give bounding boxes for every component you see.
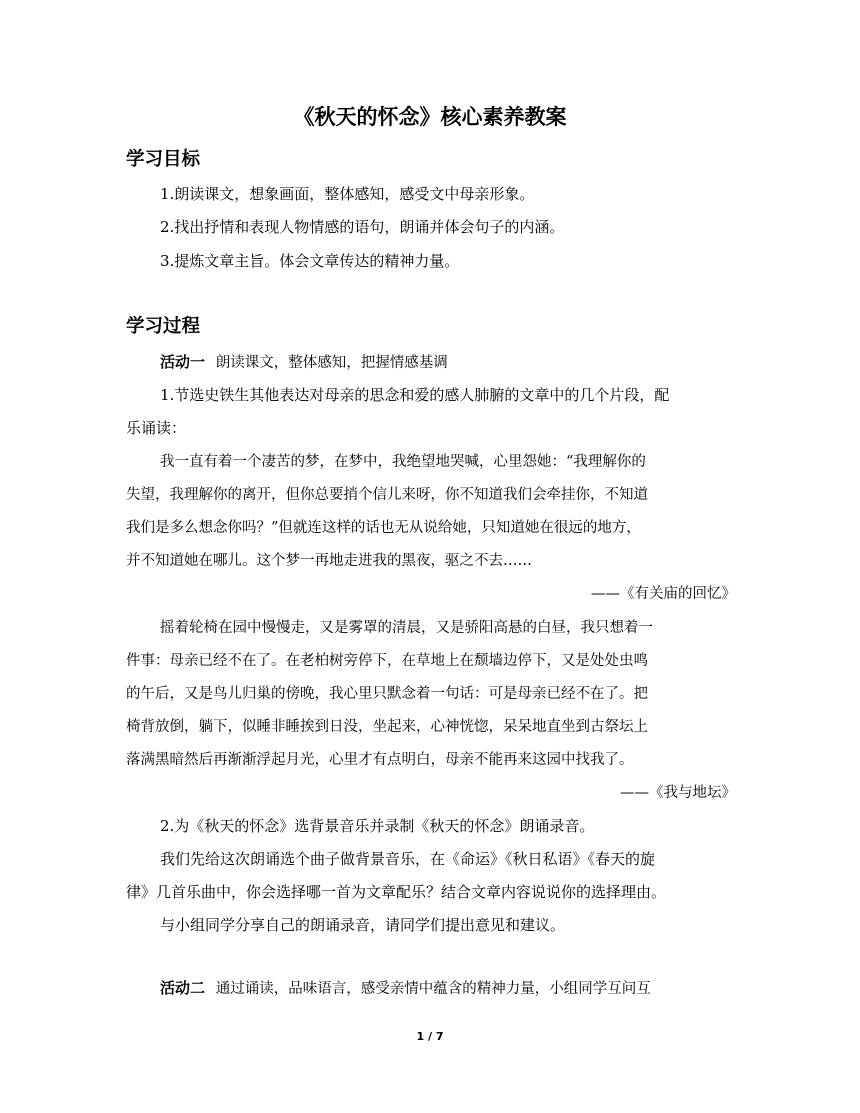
paragraph-3-line-2: 律》几首乐曲中，你会选择哪一首为文章配乐？结合文章内容说说你的选择理由。 xyxy=(126,883,667,901)
document-title: 《秋天的怀念》核心素养教案 xyxy=(293,105,567,129)
quote-2-line-1: 摇着轮椅在园中慢慢走，又是雾罩的清晨，又是骄阳高悬的白昼，我只想着一 xyxy=(160,620,653,636)
paragraph-3-line-1: 我们先给这次朗诵选个曲子做背景音乐，在《命运》《秋日私语》《春天的旋 xyxy=(160,850,656,868)
paragraph-4: 与小组同学分享自己的朗诵录音，请同学们提出意见和建议。 xyxy=(160,916,566,934)
quote-1-source: ——《有关庙的回忆》 xyxy=(591,586,736,602)
paragraph-1-line-2: 乐诵读： xyxy=(126,419,187,437)
quote-2-line-4: 椅背放倒，躺下，似睡非睡挨到日没，坐起来，心神恍惚，呆呆地直坐到古祭坛上 xyxy=(126,719,648,735)
section-heading-goals: 学习目标 xyxy=(126,149,201,170)
activity-2 xyxy=(160,977,736,1000)
goal-item-2: 2.找出抒情和表现人物情感的语句，朗诵并体会句子的内涵。 xyxy=(160,218,565,236)
activity-1-label: 活动一 xyxy=(160,353,206,371)
quote-1-line-1: 我一直有着一个凄苦的梦，在梦中，我绝望地哭喊，心里怨她：“我理解你的 xyxy=(160,454,646,470)
quote-1-line-2: 失望，我理解你的离开，但你总要捎个信儿来呀，你不知道我们会牵挂你，不知道 xyxy=(126,487,648,503)
activity-1-text: 朗读课文，整体感知，把握情感基调 xyxy=(215,355,448,371)
page-number: 1 / 7 xyxy=(416,1030,444,1043)
activity-1 xyxy=(160,351,736,374)
goal-item-3: 3.提炼文章主旨。体会文章传达的精神力量。 xyxy=(160,252,460,270)
section-heading-process: 学习过程 xyxy=(126,316,201,337)
goal-item-1: 1.朗读课文，想象画面，整体感知，感受文中母亲形象。 xyxy=(160,185,535,203)
quote-2-line-2: 件事：母亲已经不在了。在老柏树旁停下，在草地上在颓墙边停下，又是处处虫鸣 xyxy=(126,653,648,669)
quote-1-line-4: 并不知道她在哪儿。这个梦一再地走进我的黑夜，驱之不去…… xyxy=(126,553,532,569)
quote-2-line-5: 落满黑暗然后再渐渐浮起月光，心里才有点明白，母亲不能再来这园中找我了。 xyxy=(126,752,634,768)
quote-1-line-3: 我们是多么想念你吗？”但就连这样的话也无从说给她，只知道她在很远的地方， xyxy=(126,520,641,536)
activity-2-text: 通过诵读，品味语言，感受亲情中蕴含的精神力量，小组同学互问互 xyxy=(215,981,651,997)
paragraph-2: 2.为《秋天的怀念》选背景音乐并录制《秋天的怀念》朗诵录音。 xyxy=(160,817,595,835)
quote-2-source: ——《我与地坛》 xyxy=(620,785,736,801)
quote-2-line-3: 的午后，又是鸟儿归巢的傍晚，我心里只默念着一句话：可是母亲已经不在了。把 xyxy=(126,686,648,702)
activity-2-label: 活动二 xyxy=(160,979,206,997)
paragraph-1-line-1: 1.节选史铁生其他表达对母亲的思念和爱的感人肺腑的文章中的几个片段，配 xyxy=(160,386,670,404)
